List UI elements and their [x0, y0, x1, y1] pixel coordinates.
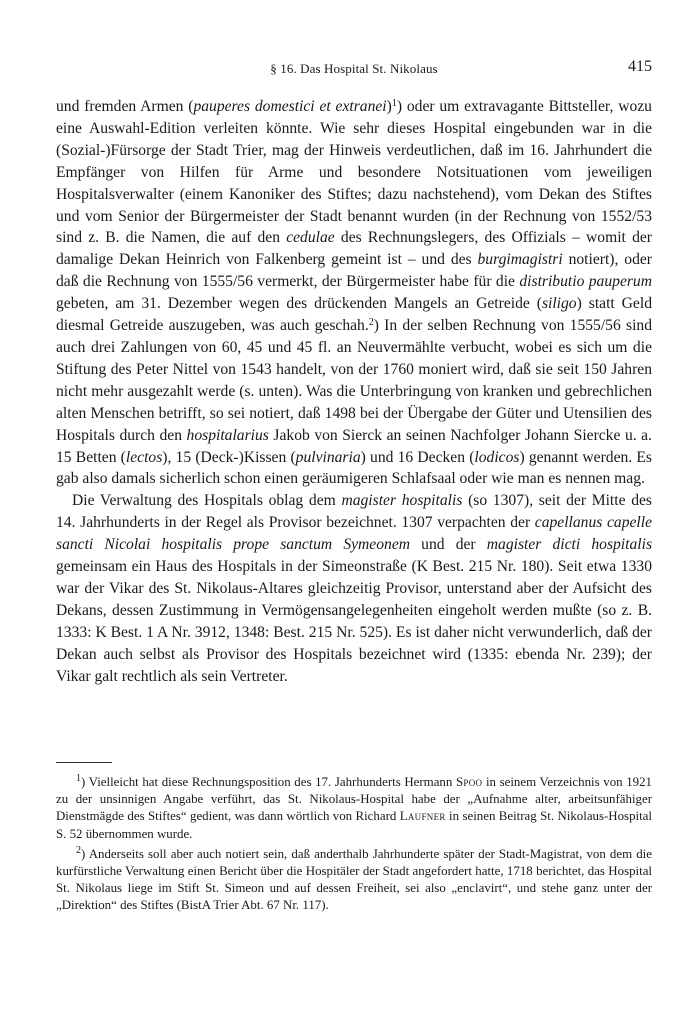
main-text	[56, 96, 652, 687]
text-run: ), 15 (Deck-)Kissen (	[162, 448, 296, 466]
text-run: und der	[410, 536, 487, 554]
latin-term: pulvinaria	[295, 448, 361, 466]
page-number: 415	[628, 58, 652, 75]
paragraph-1	[56, 96, 652, 490]
text-run: ) oder um extravagante Bittsteller, wozu eine Auswahl-Edition verleiten könnte. Wie sehr dieses Hospital eingebunden war in die (Sozial-)Fürsorge der Stadt Trier, mag der Hinweis verdeutlichen, daß im 16. Jahrhundert die Empfänger von Hilfen für Arme und besondere Notsituationen vom jeweiligen Hospitalsverwalter (einem Kanoniker des Stiftes; dazu nachstehend), vom Dekan des Stiftes und vom Senior der Bürgermeister der Stadt benannt wurden (in der Rechnung von 1552/53 sind z. B. die Namen, die auf den	[56, 98, 652, 247]
latin-term: lectos	[125, 448, 163, 466]
footnote-separator	[56, 762, 112, 763]
text-run: ) genannt werden. Es gab also damals sicherlich schon einen geräumigeren Schlafsaal oder wie man es nennen mag.	[56, 448, 652, 488]
footnote-ref-2[interactable]: 2	[368, 317, 374, 329]
latin-term: pauperes domestici et extranei	[193, 98, 387, 115]
running-title: § 16. Das Hospital St. Nikolaus	[270, 61, 438, 76]
text-run: ) statt Geld diesmal Getreide auszugeben, was auch geschah.	[56, 295, 652, 335]
footnote-mark: 2	[76, 844, 81, 856]
latin-term: cedulae	[286, 229, 335, 247]
page-header	[56, 58, 652, 82]
latin-term: capellanus capelle sancti Nicolai hospitalis prope sanctum Symeonem	[56, 514, 652, 554]
text-run: in seinen Beitrag St. Nikolaus-Hospital S. 52 übernommen wurde.	[56, 809, 652, 841]
text-run: )	[386, 98, 392, 115]
text-run: (so 1307), seit der Mitte des 14. Jahrhunderts in der Regel als Provisor bezeichnet. 1307 verpachten der	[56, 492, 652, 532]
latin-term: lodicos	[474, 448, 520, 466]
latin-term: distributio pauperum	[519, 273, 652, 291]
text-run: ) In der selben Rechnung von 1555/56 sind auch drei Zahlungen von 60, 45 und 45 fl. an Neuvermählte verbucht, wobei es sich um die Stiftung des Peter Nittel von 1543 handelt, von der 1760 moniert wird, daß sie seit 150 Jahren nicht mehr ausgezahlt werde (s. unten). Was die Unterbringung von kranken und gebrechlichen alten Menschen betrifft, so sei notiert, daß 1498 bei der Übergabe der Güter und Utensilien des Hospitals durch den	[56, 317, 652, 444]
text-run: des Rechnungslegers, des Offizials – womit der damalige Dekan Heinrich von Falkenberg gemeint ist – und des	[56, 229, 652, 269]
text-run: in seinem Verzeichnis von 1921 zu der unsinnigen Angabe verführt, das St. Nikolaus-Hospital habe der „Aufnahme alter, arbeitsunfähiger Dienstmägde des Stiftes“ gedient, was dann wörtlich von Richard	[56, 775, 652, 824]
text-run: gemeinsam ein Haus des Hospitals in der Simeonstraße (K Best. 215 Nr. 180). Seit etwa 1330 war der Vikar des St. Nikolaus-Altares gleichzeitig Provisor, unterstand aber der Aufsicht des Dekans, dessen Zustimmung in Vermögensangelegenheiten eingeholt werden mußte (so z. B. 1333: K Best. 1 A Nr. 3912, 1348: Best. 215 Nr. 525). Es ist daher nicht verwunderlich, daß der Dekan auch selbst als Provisor des Hospitals bezeichnet wird (1335: ebenda Nr. 239); der Vikar galt rechtlich als sein Vertreter.	[56, 558, 652, 685]
text-run: ) und 16 Decken (	[360, 448, 475, 466]
latin-term: hospitalarius	[186, 426, 269, 444]
text-run: notiert), oder daß die Rechnung von 1555/56 vermerkt, der Bürgermeister habe für die	[56, 251, 652, 291]
text-run: ) Vielleicht hat diese Rechnungsposition des 17. Jahrhunderts Hermann	[81, 775, 456, 789]
author-name: Laufner	[399, 809, 446, 824]
footnote-1	[56, 774, 652, 843]
paragraph-2	[56, 490, 652, 687]
footnotes	[56, 774, 652, 915]
text-run: und fremden Armen (	[56, 98, 194, 115]
latin-term: magister dicti hospitalis	[486, 536, 653, 554]
author-name: Spoo	[455, 775, 483, 789]
text-run: Die Verwaltung des Hospitals oblag dem	[72, 492, 342, 510]
footnote-ref-1[interactable]: 1	[391, 98, 397, 109]
text-run: gebeten, am 31. Dezember wegen des drückenden Mangels an Getreide (	[56, 295, 542, 313]
footnote-2	[56, 846, 652, 915]
latin-term: burgimagistri	[477, 251, 563, 269]
text-run: ) Anderseits soll aber auch notiert sein, daß anderthalb Jahrhunderte später der Stadt-Magistrat, von dem die kurfürstliche Verwaltung einen Bericht über die Hospitäler der Stadt angefordert hatte, 1718 berichtet, das Hospital St. Nikolaus liege im Stift St. Simeon und auf dessen Freiheit, sei also „enclavirt“, und stehe ganz unter der „Direktion“ des Stiftes (BistA Trier Abt. 67 Nr. 117).	[56, 846, 652, 913]
text-run: Jakob von Sierck an seinen Nachfolger Johann Siercke u. a. 15 Betten (	[56, 426, 652, 466]
footnote-mark: 1	[76, 773, 81, 784]
latin-term: siligo	[541, 295, 577, 313]
latin-term: magister hospitalis	[341, 492, 463, 510]
